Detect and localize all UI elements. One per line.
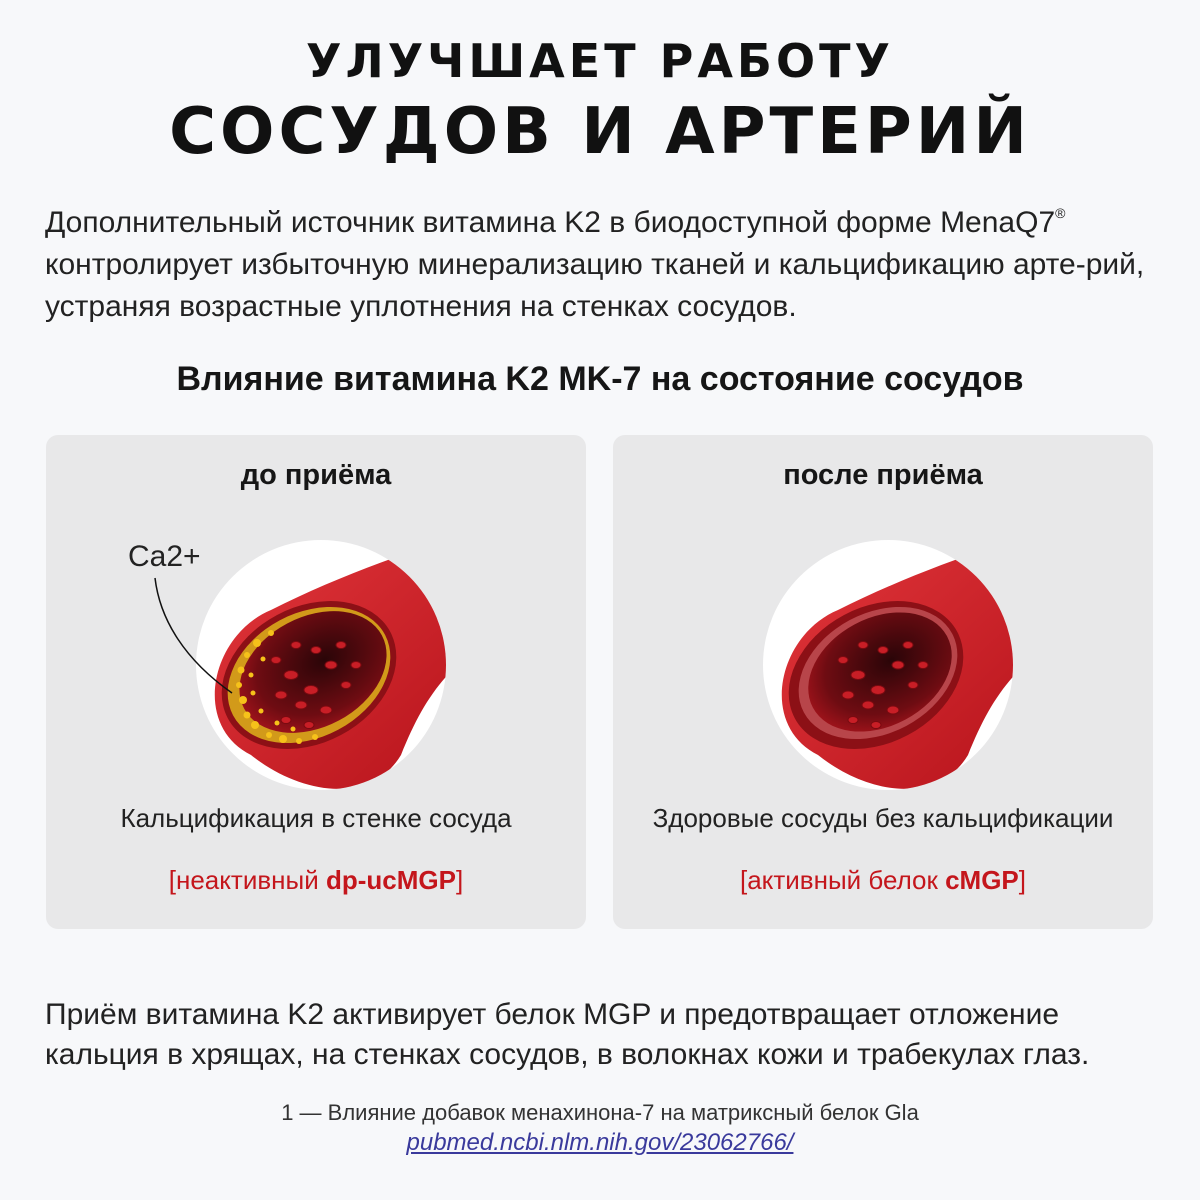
reference-link[interactable]: pubmed.ncbi.nlm.nih.gov/23062766/ <box>406 1129 794 1156</box>
card-after-title: после приёма <box>783 459 983 491</box>
tag-open: [активный белок <box>739 865 946 895</box>
calcium-callout-label: Ca2+ <box>128 540 201 573</box>
tag-close: ] <box>1018 865 1027 895</box>
reference-text: 1 — Влияние добавок менахинона-7 на матриксный белок Gla <box>281 1100 919 1125</box>
intro-text: Дополнительный источник витамина K2 в биодоступной форме MenaQ7 <box>45 206 1056 239</box>
tag-open: [неактивный <box>168 865 326 895</box>
intro-paragraph <box>45 192 1160 328</box>
card-before-caption: Кальцификация в стенке сосуда <box>120 803 512 833</box>
tag-close: ] <box>455 865 464 895</box>
card-before-title: до приёма <box>240 459 392 491</box>
registered-mark: ® <box>1055 205 1066 221</box>
card-before-protein-tag <box>46 865 586 896</box>
reference-footnote <box>0 1098 1200 1158</box>
section-subtitle: Влияние витамина K2 MK-7 на состояние сосудов <box>176 360 1024 398</box>
healthy-vessel-illustration <box>748 525 1028 805</box>
card-after-caption: Здоровые сосуды без кальцификации <box>652 803 1114 833</box>
card-after <box>613 435 1153 929</box>
intro-text-continued: контролирует избыточную минерализацию тканей и кальцификацию арте-рий, устраняя возрастные уплотнения на стенках сосудов. <box>45 248 1145 323</box>
title-line-1: УЛУЧШАЕТ РАБОТУ <box>306 34 894 88</box>
tag-protein-name: dp-ucMGP <box>325 865 456 895</box>
card-before <box>46 435 586 929</box>
card-after-protein-tag <box>613 865 1153 896</box>
tag-protein-name: cMGP <box>945 865 1019 895</box>
calcified-vessel-illustration <box>181 525 461 805</box>
outro-paragraph: Приём витамина K2 активирует белок MGP и предотвращает отложение кальция в хрящах, на стенках сосудов, в волокнах кожи и трабекулах глаз. <box>45 998 1090 1071</box>
title-line-2: СОСУДОВ И АРТЕРИЙ <box>169 95 1031 169</box>
